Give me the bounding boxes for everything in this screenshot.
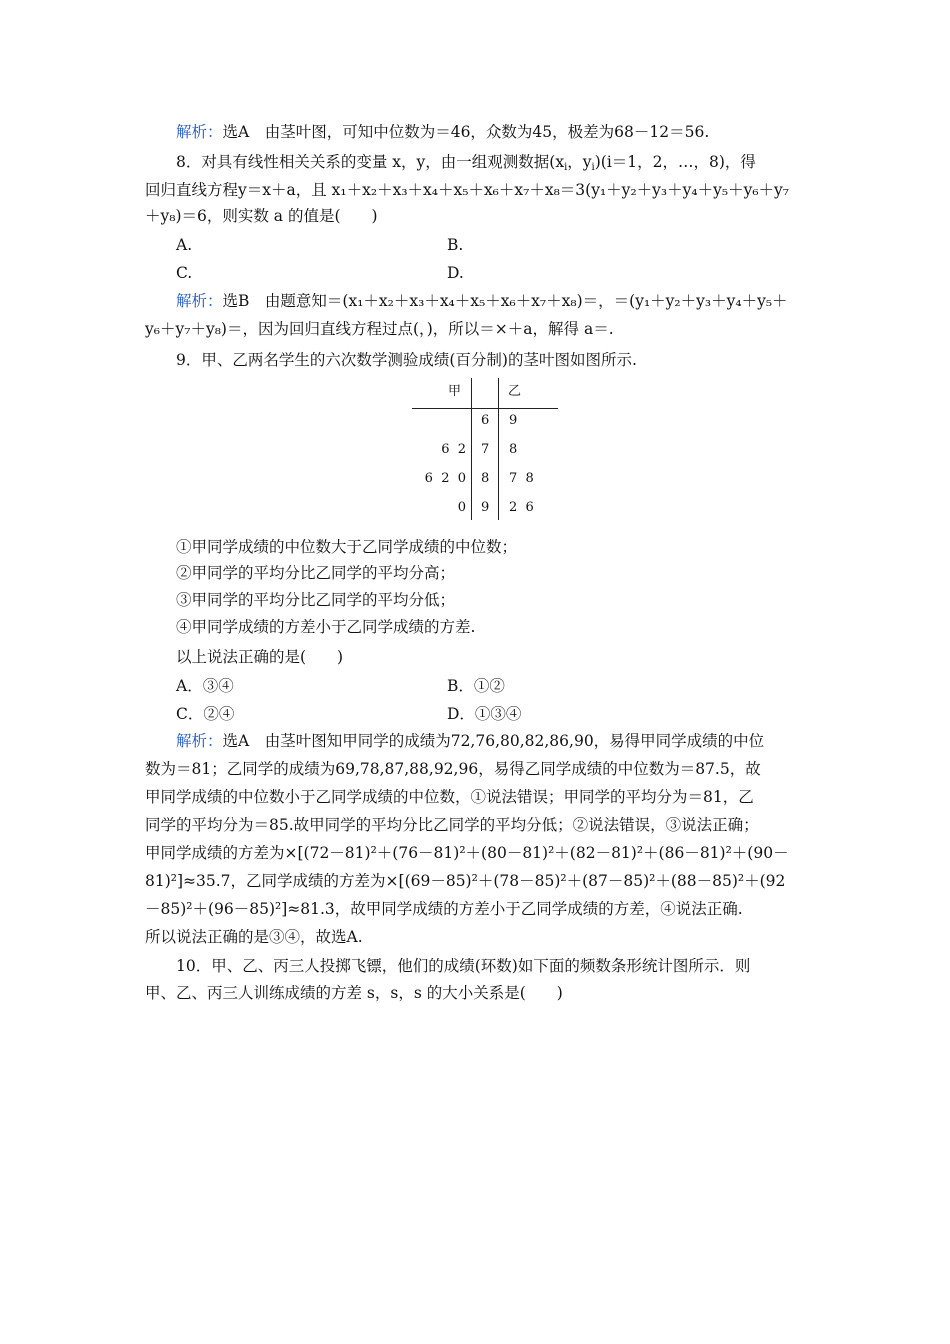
- answer-8-line-2: y₆＋y₇＋y₈)＝，因为回归直线方程过点(，)，所以＝×＋a，解得 a＝.: [145, 320, 614, 338]
- row-1-stem: 6: [481, 413, 490, 428]
- row-2-right: 8: [509, 442, 518, 457]
- header-divider: [412, 408, 558, 409]
- question-9-option-b: B．①②: [447, 677, 505, 695]
- answer-7-line: [176, 122, 709, 142]
- question-8-option-b: B.: [447, 236, 464, 254]
- stem-leaf-plot: [412, 378, 560, 522]
- answer-9-line-2: 数为＝81；乙同学的成绩为69,78,87,88,92,96，易得乙同学成绩的中位数为＝87.5，故: [145, 760, 761, 778]
- statement-2: ②甲同学的平均分比乙同学的平均分高；: [176, 564, 456, 582]
- right-header: 乙: [508, 384, 522, 399]
- answer-9-line-7: －85)²＋(96－85)²]≈81.3，故甲同学成绩的方差小于乙同学成绩的方差，④说法正确.: [145, 900, 743, 918]
- question-8-option-a: A.: [176, 236, 193, 254]
- question-9-option-c: C．②④: [176, 705, 235, 723]
- question-8-option-d: D.: [447, 264, 464, 282]
- answer-9-line-8: 所以说法正确的是③④，故选A.: [145, 928, 363, 946]
- statement-1: ①甲同学成绩的中位数大于乙同学成绩的中位数；: [176, 538, 518, 556]
- answer-9-line-4: 同学的平均分为＝85.故甲同学的平均分比乙同学的平均分低；②说法错误，③说法正确；: [145, 816, 759, 834]
- right-divider: [498, 378, 499, 520]
- question-8-option-c: C.: [176, 264, 193, 282]
- question-10-line-2: 甲、乙、丙三人训练成绩的方差 s，s，s 的大小关系是( ): [145, 984, 563, 1002]
- question-9-ask: 以上说法正确的是( ): [176, 648, 344, 666]
- row-4-left: 0: [457, 500, 466, 515]
- statement-4: ④甲同学成绩的方差小于乙同学成绩的方差.: [176, 618, 476, 636]
- row-3-left: 6 2 0: [424, 471, 466, 486]
- question-9-option-a: A．③④: [176, 677, 234, 695]
- row-2-left: 6 2: [441, 442, 466, 457]
- question-8-line-2: 回归直线方程y＝x＋a，且 x₁＋x₂＋x₃＋x₄＋x₅＋x₆＋x₇＋x₈＝3(y₁＋y₂＋y₃＋y₄＋y₅＋y₆＋y₇: [145, 181, 790, 199]
- statement-3: ③甲同学的平均分比乙同学的平均分低；: [176, 591, 456, 609]
- answer-8-line-1: 解析：选B 由题意知＝(x₁＋x₂＋x₃＋x₄＋x₅＋x₆＋x₇＋x₈)＝，＝(y₁＋y₂＋y₃＋y₄＋y₅＋: [176, 292, 788, 310]
- question-8-line-1: 8．对具有线性相关关系的变量 x，y，由一组观测数据(xi，yi)(i＝1，2，…，8)，得: [176, 153, 756, 173]
- row-3-right: 7 8: [509, 471, 534, 486]
- answer-9-line-1: 解析：选A 由茎叶图知甲同学的成绩为72,76,80,82,86,90，易得甲同学成绩的中位: [176, 732, 765, 750]
- analysis-label: 解析：: [176, 292, 223, 310]
- row-1-right: 9: [509, 413, 518, 428]
- row-3-stem: 8: [481, 471, 490, 486]
- left-header: 甲: [448, 384, 462, 399]
- question-8-line-3: ＋y₈)＝6，则实数 a 的值是( ): [145, 207, 378, 225]
- answer-9-line-5: 甲同学成绩的方差为×[(72－81)²＋(76－81)²＋(80－81)²＋(82－81)²＋(86－81)²＋(90－: [145, 844, 789, 862]
- question-9-option-d: D．①③④: [447, 705, 522, 723]
- row-2-stem: 7: [481, 442, 490, 457]
- analysis-label: 解析：: [176, 732, 223, 750]
- left-divider: [471, 378, 472, 520]
- answer-9-line-6: 81)²]≈35.7，乙同学成绩的方差为×[(69－85)²＋(78－85)²＋(87－85)²＋(88－85)²＋(92: [145, 872, 786, 890]
- row-4-right: 2 6: [509, 500, 534, 515]
- question-10-line-1: 10．甲、乙、丙三人投掷飞镖，他们的成绩(环数)如下面的频数条形统计图所示．则: [176, 957, 751, 975]
- question-9-line-1: 9．甲、乙两名学生的六次数学测验成绩(百分制)的茎叶图如图所示.: [176, 351, 637, 369]
- analysis-label: 解析：: [176, 123, 223, 141]
- answer-9-line-3: 甲同学成绩的中位数小于乙同学成绩的中位数，①说法错误；甲同学的平均分为＝81，乙: [145, 788, 754, 806]
- row-4-stem: 9: [481, 500, 490, 515]
- answer-7-text: 选A 由茎叶图，可知中位数为＝46，众数为45，极差为68－12＝56.: [222, 123, 710, 141]
